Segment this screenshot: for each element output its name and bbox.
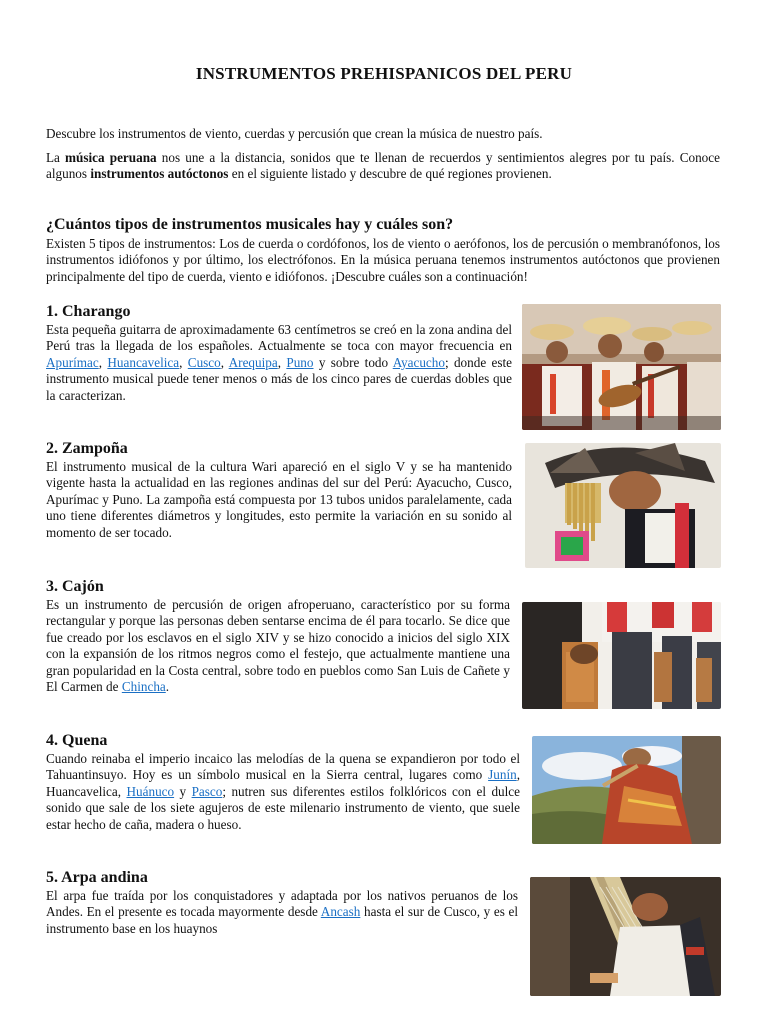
separator: , (98, 354, 108, 370)
link-apurimac[interactable]: Apurímac (46, 354, 99, 370)
link-junin[interactable]: Junín (488, 767, 517, 783)
charango-text: ; donde este instrumento musical puede tener menos o más de los cinco pares de cuerdas dobles que la caracterizan. (46, 354, 513, 403)
cajon-title: 3. Cajón (46, 578, 104, 595)
intro-line: Descubre los instrumentos de viento, cuerdas y percusión que crean la música de nuestro país. (46, 126, 543, 141)
intro-text: nos une a la distancia, sonidos que te llenan de recuerdos y sentimientos alegres por tu país. Conoce algunos (46, 150, 720, 182)
intro-bold-instrumentos: instrumentos autóctonos (90, 166, 229, 182)
charango-photo (522, 304, 721, 430)
zampona-title: 2. Zampoña (46, 440, 128, 457)
quena-paragraph (46, 751, 520, 833)
separator: , (277, 354, 287, 370)
intro-paragraph (46, 150, 720, 183)
link-huancavelica[interactable]: Huancavelica (107, 354, 180, 370)
quena-title: 4. Quena (46, 732, 108, 749)
zampona-paragraph: El instrumento musical de la cultura Wari apareció en el siglo V y se ha mantenido vigente hasta la actualidad en las regiones andinas del sur del Perú: Ayacucho, Cusco, Apurímac y Puno. La zampoña está compuesta por 13 tubos unidos paralelamente, cada uno tiene diferentes diámetros y longitudes, esto permite la variación en su sonido al momento de ser tocado. (46, 459, 512, 540)
section-heading-types: ¿Cuántos tipos de instrumentos musicales hay y cuáles son? (46, 216, 454, 233)
types-paragraph: Existen 5 tipos de instrumentos: Los de cuerda o cordófonos, los de viento o aerófonos, los de percusión o membranófonos, los instrumentos idiófonos y por último, los electrófonos. En la música peruana tenemos instrumentos autóctonos que provienen principalmente del tipo de cuerda, viento e idiófonos. ¡Descubre cuáles son a continuación! (46, 236, 720, 284)
quena-text: Cuando reinaba el imperio incaico las melodías de la quena se expandieron por todo el Tahuantinsuyo. Hoy es un símbolo musical en la Sierra central, lugares como (46, 751, 520, 783)
separator: , (179, 354, 188, 370)
charango-text: Esta pequeña guitarra de aproximadamente 63 centímetros se creó en la zona andina del Perú tras la llegada de los españoles. Actualmente se toca con mayor frecuencia en (46, 322, 512, 354)
charango-paragraph (46, 322, 512, 404)
link-puno[interactable]: Puno (286, 354, 314, 370)
link-cusco[interactable]: Cusco (187, 354, 221, 370)
cajon-paragraph (46, 597, 510, 695)
arpa-photo (530, 877, 721, 996)
quena-text: ; nutren sus diferentes estilos folklóricos con el dulce sonido que sale de los siete agujeros de este milenario instrumento de viento, que suele estar hecho de caña, madera o hueso. (46, 783, 521, 832)
arpa-title: 5. Arpa andina (46, 869, 148, 886)
cajon-text: Es un instrumento de percusión de origen afroperuano, característico por su forma rectangular y porque las personas deben sentarse encima de él para tocarlo. Se dice que fue creado por los esclavos en el siglo XIV y se hizo conocido a inicios del siglo XIX con la expansión de los ritmos negros como el festejo, que actualmente mantiene una gran popularidad en la Costa central, sobre todo en pueblos como San Luis de Cañete y El Carmen de (46, 597, 510, 695)
separator: , (220, 354, 229, 370)
link-arequipa[interactable]: Arequipa (228, 354, 278, 370)
link-ancash[interactable]: Ancash (320, 904, 361, 920)
zampona-photo (525, 443, 721, 568)
cajon-text: . (165, 679, 170, 695)
quena-photo (532, 736, 721, 844)
intro-text: en el siguiente listado y descubre de qué regiones provienen. (228, 166, 552, 182)
intro-bold-musica: música peruana (65, 150, 157, 165)
arpa-text: El arpa fue traída por los conquistadores y adaptada por los nativos peruanos de los Andes. En el presente es tocada mayormente desde (46, 888, 518, 920)
separator: y sobre todo (313, 354, 393, 370)
intro-text: La (46, 150, 66, 165)
cajon-photo (522, 602, 721, 709)
quena-text: , Huancavelica, (46, 767, 520, 799)
charango-title: 1. Charango (46, 303, 131, 320)
arpa-paragraph (46, 888, 518, 937)
link-pasco[interactable]: Pasco (191, 783, 223, 799)
arpa-text: hasta el sur de Cusco, y es el instrumento base en los huaynos (46, 904, 518, 936)
link-huanuco[interactable]: Huánuco (126, 783, 175, 799)
link-chincha[interactable]: Chincha (121, 679, 166, 695)
page-title: INSTRUMENTOS PREHISPANICOS DEL PERU (195, 64, 573, 83)
quena-text: y (174, 783, 192, 799)
link-ayacucho[interactable]: Ayacucho (392, 354, 445, 370)
